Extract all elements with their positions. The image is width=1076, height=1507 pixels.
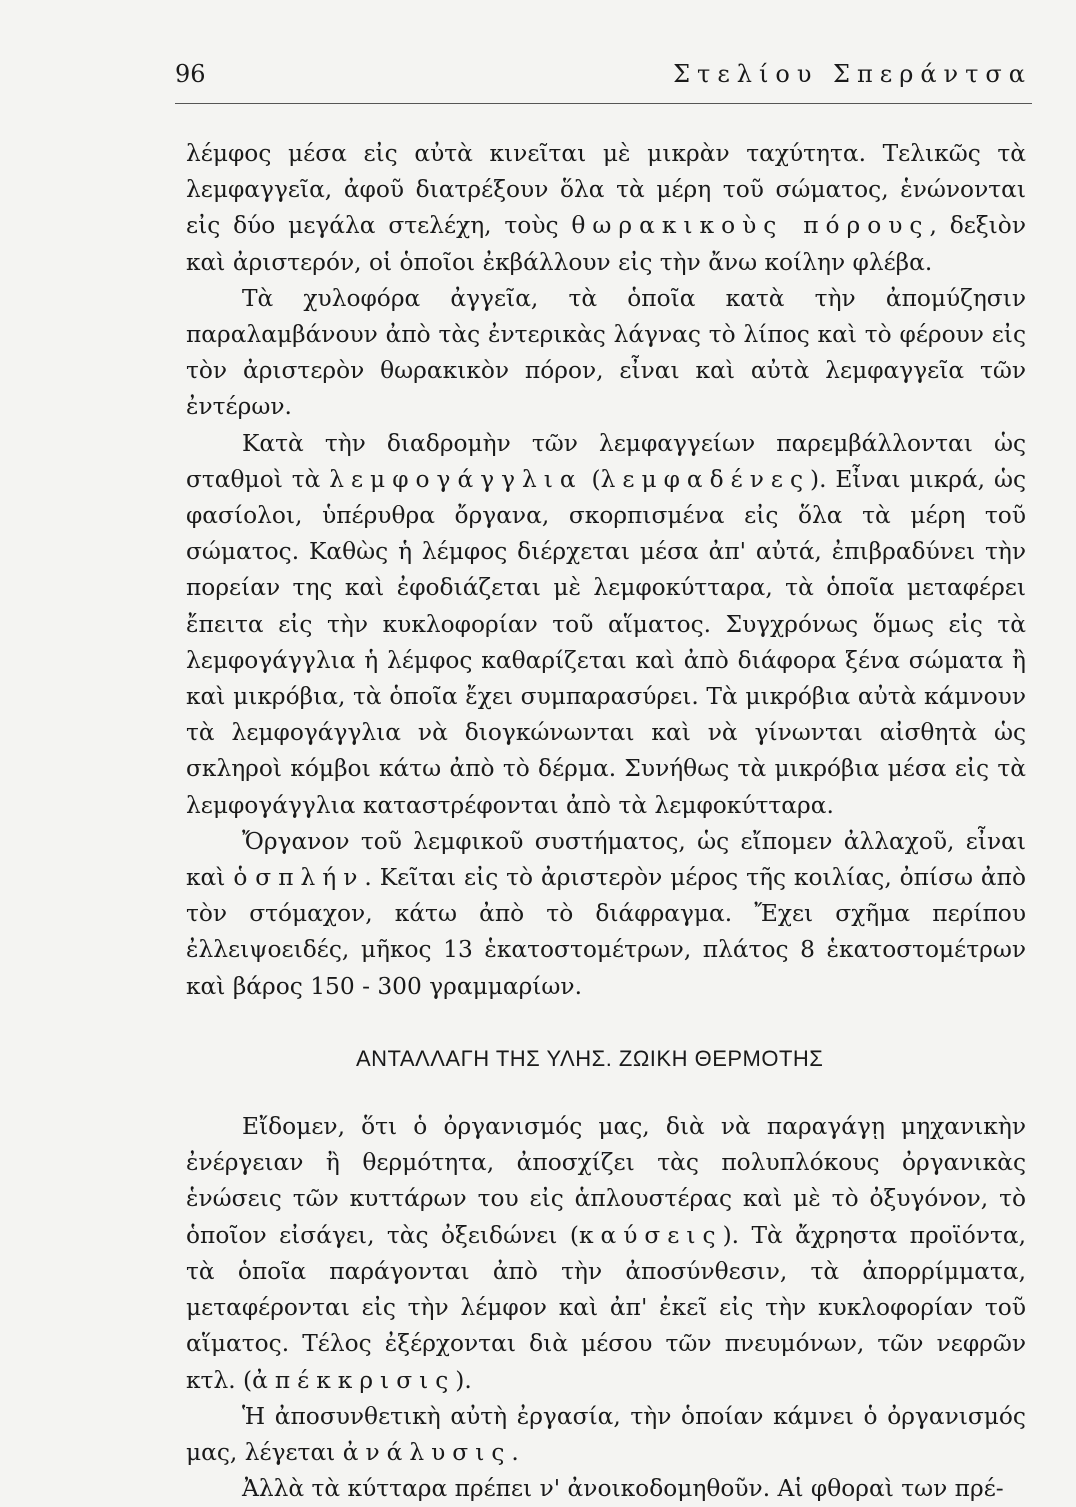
running-title: Στελίου Σπεράντσα — [673, 60, 1032, 88]
paragraph-metabolism: Εἴδομεν, ὅτι ὁ ὀργανισμός μας, διὰ νὰ παραγάγῃ μηχανικὴν ἐνέργειαν ἢ θερμότητα, ἀποσχίζει τὰς πολυπλόκους ὀργανικὰς ἑνώσεις τῶν κυττάρων του εἰς ἁπλουστέρας καὶ μὲ τὸ ὀξυγόνον, τὸ ὁποῖον εἰσάγει, τὰς ὀξειδώνει (καύσεις). Τὰ ἄχρηστα προϊόντα, τὰ ὁποῖα παράγονται ἀπὸ τὴν ἀποσύνθεσιν, τὰ ἀπορρίμματα, μεταφέρονται εἰς τὴν λέμφον καὶ ἀπ' ἐκεῖ εἰς τὴν κυκλοφορίαν τοῦ αἵματος. Τέλος ἐξέρχονται διὰ μέσου τῶν πνευμόνων, τῶν νεφρῶν κτλ. (ἀπέκκρισις). — [186, 1113, 1027, 1394]
spaced-term: σπλήν — [255, 864, 365, 892]
page-number: 96 — [175, 60, 206, 88]
paragraph-rebuilding: Ἀλλὰ τὰ κύτταρα πρέπει ν' ἀνοικοδομηθοῦν. Αἱ φθοραὶ των πρέ- — [242, 1475, 1004, 1503]
paragraph-analysis: Ἡ ἀποσυνθετικὴ αὐτὴ ἐργασία, τὴν ὁποίαν κάμνει ὁ ὀργανισμός μας, λέγεται ἀνάλυσις. — [186, 1402, 1026, 1466]
paragraph-chyle-vessels: Τὰ χυλοφόρα ἀγγεῖα, τὰ ὁποῖα κατὰ τὴν ἀπομύζησιν παραλαμβάνουν ἀπὸ τὰς ἐντερικὰς λάγνας τὸ λίπος καὶ τὸ φέρουν εἰς τὸν ἀριστερὸν θωρακικὸν πόρον, εἶναι καὶ αὐτὰ λεμφαγγεῖα τῶν ἐντέρων. — [186, 284, 1026, 421]
spaced-term: λεμφαδένες — [600, 465, 811, 493]
page-header — [175, 60, 1032, 88]
paragraph-spleen: Ὄργανον τοῦ λεμφικοῦ συστήματος, ὡς εἴπομεν ἀλλαχοῦ, εἶναι καὶ ὁ σπλήν. Κεῖται εἰς τὸ ἀριστερὸν μέρος τῆς κοιλίας, ὀπίσω ἀπὸ τὸν στόμαχον, κάτω ἀπὸ τὸ διάφραγμα. Ἔχει σχῆμα περίπου ἐλλειψοειδές, μῆκος 13 ἑκατοστομέτρων, πλάτος 8 ἑκατοστομέτρων καὶ βάρος 150 - 300 γραμμαρίων. — [186, 827, 1027, 1000]
spaced-term: ἀνάλυσις — [342, 1438, 512, 1466]
paragraph-lymph-flow: λέμφος μέσα εἰς αὐτὰ κινεῖται μὲ μικρὰν ταχύτητα. Τελικῶς τὰ λεμφαγγεῖα, ἀφοῦ διατρέξουν ὅλα τὰ μέρη τοῦ σώματος, ἑνώνονται εἰς δύο μεγάλα στελέχη, τοὺς θωρακικοὺς πόρους, δεξιὸν καὶ ἀριστερόν, οἱ ὁποῖοι ἐκβάλλουν εἰς τὴν ἄνω κοίλην φλέβα. — [186, 140, 1026, 276]
spaced-term: θωρακικοὺς πόρους — [571, 212, 930, 240]
spaced-term: ἀπέκκρισις — [252, 1366, 456, 1394]
header-rule — [175, 103, 1032, 104]
section-heading: ΑΝΤΑΛΛΑΓΗ ΤΗΣ ΥΛΗΣ. ΖΩΙΚΗ ΘΕΡΜΟΤΗΣ — [356, 1045, 824, 1071]
spaced-term: καύσεις — [578, 1221, 723, 1249]
paragraph-lymph-nodes: Κατὰ τὴν διαδρομὴν τῶν λεμφαγγείων παρεμβάλλονται ὡς σταθμοὶ τὰ λεμφογάγγλια (λεμφαδένες). Εἶναι μικρά, ὡς φασίολοι, ὑπέρυθρα ὄργανα, σκορπισμένα εἰς ὅλα τὰ μέρη τοῦ σώματος. Καθὼς ἡ λέμφος διέρχεται μέσα ἀπ' αὐτά, ἐπιβραδύνει τὴν πορείαν της καὶ ἐφοδιάζεται μὲ λεμφοκύτταρα, τὰ ὁποῖα μεταφέρει ἔπειτα εἰς τὴν κυκλοφορίαν τοῦ αἵματος. Συγχρόνως ὅμως εἰς τὰ λεμφογάγγλια ἡ λέμφος καθαρίζεται καὶ ἀπὸ διάφορα ξένα σώματα ἢ καὶ μικρόβια, τὰ ὁποῖα ἔχει συμπαρασύρει. Τὰ μικρόβια αὐτὰ κάμνουν τὰ λεμφογάγγλια νὰ διογκώνωνται καὶ νὰ γίνωνται αἰσθητὰ ὡς σκληροὶ κόμβοι κάτω ἀπὸ τὸ δέρμα. Συνήθως τὰ μικρόβια μέσα εἰς τὰ λεμφογάγγλια καταστρέφονται ἀπὸ τὰ λεμφοκύτταρα. — [186, 429, 1026, 819]
body-text — [186, 136, 1026, 1507]
spaced-term: λεμφογάγγλια — [329, 465, 583, 493]
